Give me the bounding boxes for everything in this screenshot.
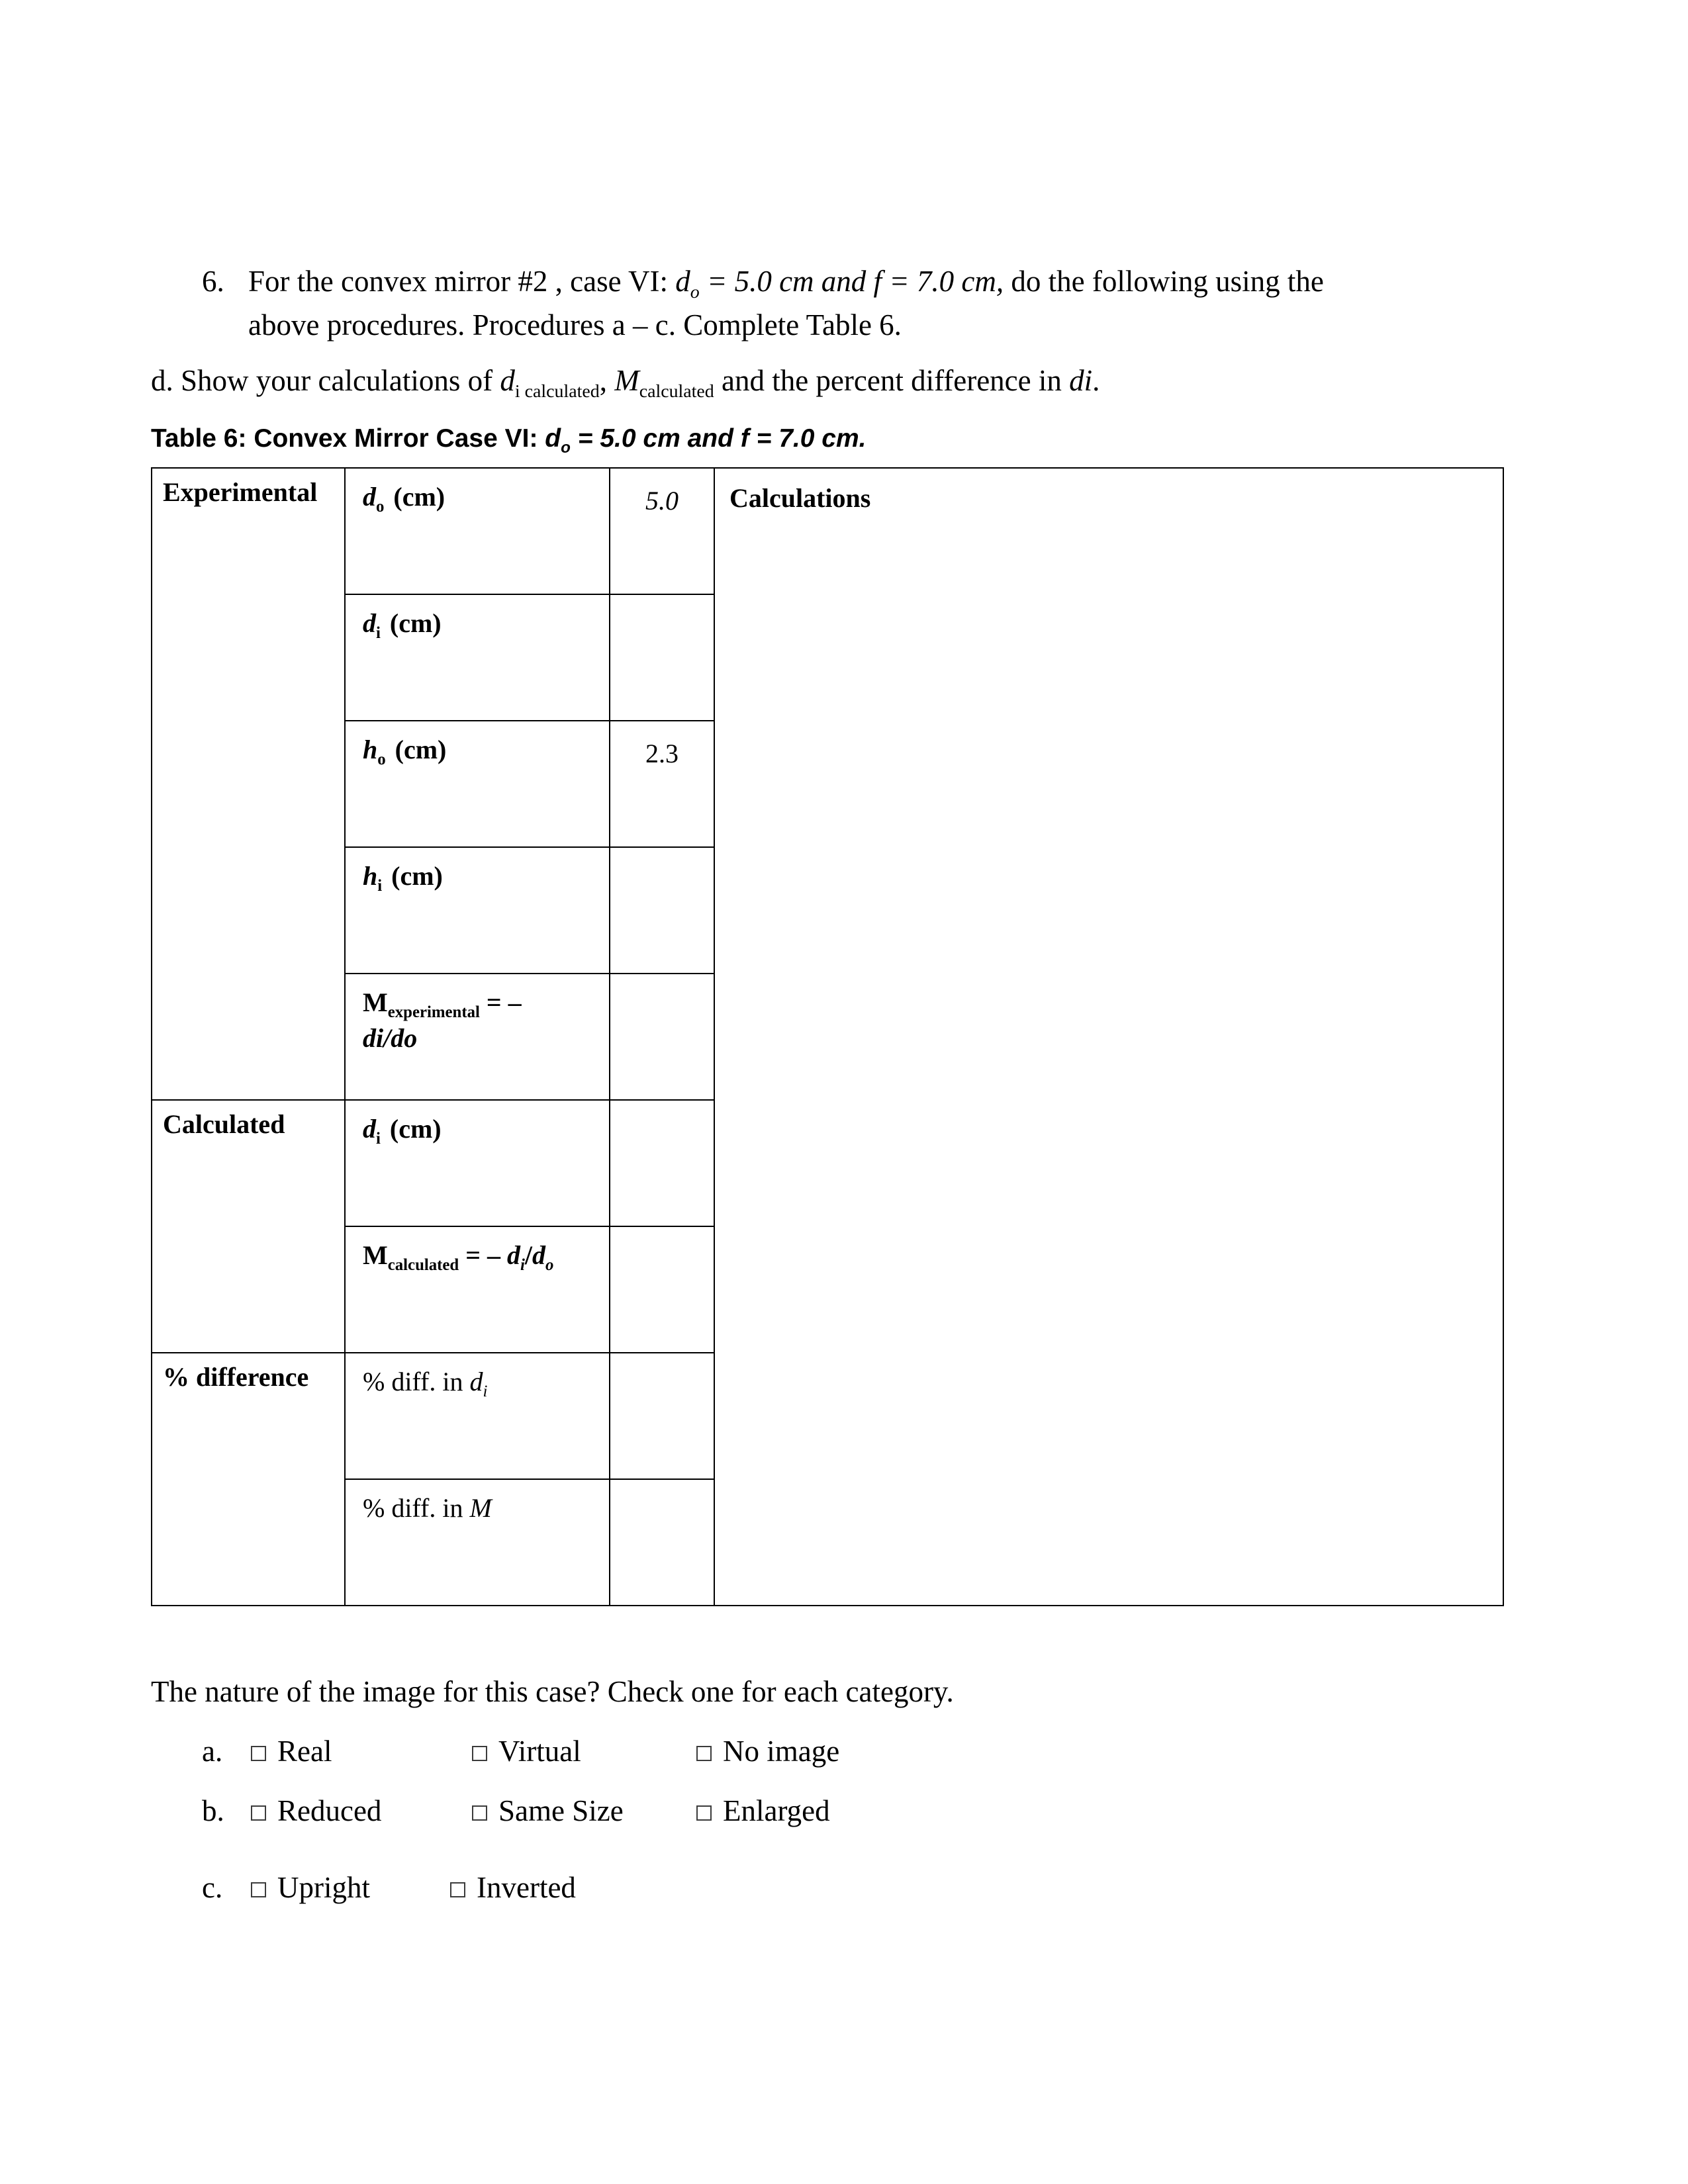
option-label: No image: [723, 1735, 840, 1768]
equals: = –: [486, 987, 522, 1017]
option-real: [251, 1729, 332, 1773]
cell-di-calc-value[interactable]: [610, 1100, 714, 1226]
cell-m-calc-value[interactable]: [610, 1226, 714, 1353]
var: d: [363, 608, 376, 638]
option-label: Reduced: [277, 1794, 382, 1827]
row-label-pct-diff-m: [345, 1479, 610, 1606]
table-title-mid: = 5.0 cm and: [570, 424, 741, 453]
option-inverted: [450, 1866, 576, 1909]
frac-d2: d: [532, 1240, 546, 1270]
group-label: % difference: [163, 1362, 309, 1392]
table-title-d: d: [545, 424, 561, 453]
value: 5.0: [645, 486, 679, 516]
group-percent-difference: [152, 1353, 345, 1606]
table-6-title: [151, 421, 1503, 457]
item-6-line2: above procedures. Procedures a – c. Complete Table 6.: [248, 308, 902, 341]
row-label-di-calculated: [345, 1100, 610, 1226]
var-sub: i: [376, 1130, 381, 1148]
table-title-prefix: Table 6: Convex Mirror Case VI:: [151, 424, 545, 453]
table-title-d-sub: o: [561, 438, 571, 457]
cell-m-exp-value[interactable]: [610, 974, 714, 1100]
nature-row-b: [151, 1789, 1503, 1833]
unit: (cm): [391, 861, 443, 891]
group-label: Calculated: [163, 1109, 285, 1139]
var: d: [363, 482, 376, 512]
var-sub: calculated: [387, 1256, 459, 1274]
frac-d1: d: [507, 1240, 520, 1270]
checkbox-icon[interactable]: [472, 1746, 487, 1761]
table-title-end: = 7.0 cm.: [749, 424, 867, 453]
option-same-size: [472, 1789, 624, 1833]
nature-row-a: [151, 1729, 1503, 1773]
m-var: M: [614, 364, 639, 397]
cell-pct-diff-di-value[interactable]: [610, 1353, 714, 1479]
unit: (cm): [393, 482, 445, 512]
checkbox-icon[interactable]: [450, 1882, 465, 1897]
row-label-m-calculated: [345, 1226, 610, 1353]
table-title-f: f: [740, 424, 749, 453]
m-exp-line1: [363, 985, 604, 1021]
var-sub: i: [483, 1383, 488, 1400]
row-label-pct-diff-di: [345, 1353, 610, 1479]
row-label-do: [345, 468, 610, 594]
var: d: [469, 1367, 483, 1396]
item-6-line1-suffix: do the following using the: [1004, 265, 1324, 298]
checkbox-icon[interactable]: [251, 1805, 266, 1821]
prefix: % diff. in: [363, 1493, 470, 1523]
m-sub: calculated: [639, 381, 714, 402]
option-enlarged: [696, 1789, 830, 1833]
var: M: [363, 1240, 388, 1270]
option-label: Inverted: [477, 1871, 576, 1904]
table-6: [151, 467, 1504, 1606]
item-6-line1-prefix: For the convex mirror #2 , case VI:: [248, 265, 676, 298]
var-sub: experimental: [387, 1003, 480, 1021]
unit: (cm): [395, 735, 447, 764]
frac-slash: /: [524, 1240, 533, 1270]
frac-s1: i: [520, 1256, 525, 1274]
unit: (cm): [389, 608, 442, 638]
item-6-paragraph: [202, 259, 1503, 347]
row-letter: c.: [202, 1871, 223, 1904]
cell-hi-value[interactable]: [610, 847, 714, 974]
var: M: [469, 1493, 492, 1523]
var-sub: i: [376, 624, 381, 642]
group-experimental: [152, 468, 345, 1100]
formula-d-var: d: [675, 265, 690, 298]
var-sub: o: [376, 498, 385, 516]
m-exp-line2: [363, 1021, 604, 1056]
cell-pct-diff-m-value[interactable]: [610, 1479, 714, 1606]
var-sub: o: [377, 751, 386, 768]
step-d-sep: ,: [599, 364, 615, 397]
cell-ho-value: [610, 721, 714, 847]
checkbox-icon[interactable]: [251, 1746, 266, 1761]
row-label-di: [345, 594, 610, 721]
row-label-ho: [345, 721, 610, 847]
row-label-hi: [345, 847, 610, 974]
var: h: [363, 735, 378, 764]
option-virtual: [472, 1729, 581, 1773]
option-reduced: [251, 1789, 381, 1833]
fraction: di/do: [363, 1023, 418, 1053]
option-label: Real: [277, 1735, 332, 1768]
var: M: [363, 987, 388, 1017]
checkbox-icon[interactable]: [696, 1805, 712, 1821]
option-label: Virtual: [498, 1735, 581, 1768]
d-var: d: [500, 364, 515, 397]
step-d-prefix: d. Show your calculations of: [151, 364, 500, 397]
di-var: di: [1069, 364, 1093, 397]
table-row: [152, 468, 1503, 594]
frac-s2: o: [545, 1256, 554, 1274]
group-label: Experimental: [163, 477, 318, 507]
row-label-m-experimental: [345, 974, 610, 1100]
formula-d-sub: o: [690, 282, 700, 302]
step-d-paragraph: [151, 359, 1503, 402]
nature-question: The nature of the image for this case? Check one for each category.: [151, 1675, 954, 1708]
cell-do-value: [610, 468, 714, 594]
nature-row-c: [151, 1866, 1503, 1909]
d-sub: i calculated: [514, 381, 600, 402]
var: d: [363, 1114, 376, 1144]
calculations-header: Calculations: [729, 483, 871, 513]
document-page: [151, 0, 1503, 1909]
checkbox-icon[interactable]: [696, 1746, 712, 1761]
var-sub: i: [377, 877, 383, 895]
item-6-text: [248, 259, 1324, 347]
formula-rest: = 5.0 cm and f = 7.0 cm,: [699, 265, 1004, 298]
checkbox-icon[interactable]: [472, 1805, 487, 1821]
equals: = –: [465, 1240, 500, 1270]
var: h: [363, 861, 378, 891]
option-label: Same Size: [498, 1794, 624, 1827]
step-d-end: .: [1092, 364, 1100, 397]
step-d-middle: and the percent difference in: [714, 364, 1070, 397]
value: 2.3: [645, 739, 679, 768]
option-upright: [251, 1866, 370, 1909]
row-letter: b.: [202, 1794, 224, 1827]
row-letter: a.: [202, 1735, 223, 1768]
cell-di-value[interactable]: [610, 594, 714, 721]
unit: (cm): [389, 1114, 442, 1144]
checkbox-icon[interactable]: [251, 1882, 266, 1897]
calculations-cell[interactable]: [714, 468, 1503, 1606]
option-label: Enlarged: [723, 1794, 830, 1827]
group-calculated: [152, 1100, 345, 1353]
prefix: % diff. in: [363, 1367, 470, 1396]
item-6-number: 6.: [202, 265, 224, 298]
option-label: Upright: [277, 1871, 370, 1904]
option-no-image: [696, 1729, 839, 1773]
